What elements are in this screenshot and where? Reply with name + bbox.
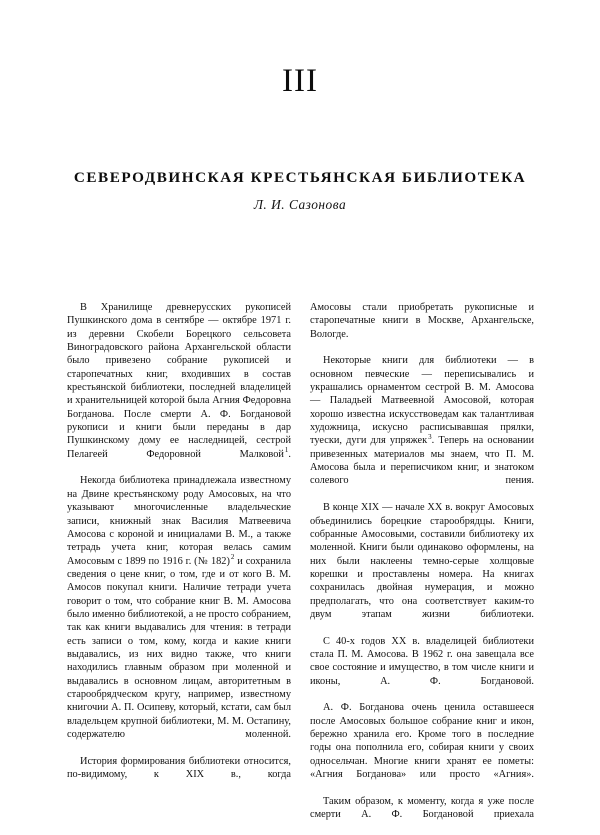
page-title: СЕВЕРОДВИНСКАЯ КРЕСТЬЯНСКАЯ БИБЛИОТЕКА [73,169,527,187]
paragraph-text: С 40-х годов XX в. владелицей библиотеки стала П. М. Амосова. В 1962 г. она завещала все свое состояние и имущество, в том числе книги и иконы, А. Ф. Богдановой. [310,635,534,687]
paragraph-text-tail: и сохранила сведения о цене книг, о том, где и от кого В. М. Амосов покупал книги. Наличие тетради учета говорит о том, что собрание книг В. М. Амосова было именно библиотекой, а не просто собранием, так как книги выдавались для чтения: в тетради есть записи о том, кому, когда и какие книги выдавались, из них видно также, что книги находились главным образом при моленной и выдавались в основном лицам, авторитетным в старообрядческом кругу, например, известному книгочии А. П. Осипеву, который, кстати, сам был владельцем крупной библиотеки, М. М. Остапину, содержателю моленной. [67,555,292,740]
footnote-marker[interactable]: 2 [230,553,235,562]
body-columns [67,301,534,821]
paragraph-text: История формирования библиотеки относится, по-видимому, к XIX в., когда [67,755,291,781]
footnote-marker[interactable]: 3 [428,433,432,441]
paragraph-text: В Хранилище древнерусских рукописей Пушкинского дома в сентябре — октябре 1971 г. из деревни Скобели Борецкого сельсовета Виноградовского района Архангельской области было привезено собрание рукописей и старопечатных книг, входивших в состав крестьянской библиотеки, последней владелицей и хранительницей которой была Агния Федоровна Богданова. После смерти А. Ф. Богдановой рукописи и книги были переданы в дар Пушкинскому дому ее наследницей, сестрой Пелагеей Федоровной Малковой [67,302,291,460]
paragraph [310,501,534,634]
paragraph-text-tail: . Теперь на основании привезенных материалов мы знаем, что П. М. Амосова была и переписчиком книг, и знатоком солевого пения. [310,435,534,487]
paragraph [67,755,291,795]
paragraph-text: Таким образом, к моменту, когда я уже после смерти А. Ф. Богдановой приехала [310,795,534,821]
paragraph [310,635,534,702]
paragraph [310,701,534,794]
footnote-marker[interactable]: 1 [284,446,289,455]
paragraph [310,795,534,835]
paragraph-text: Некогда библиотека принадлежала известному на Двине крестьянскому роду Амосовых, на что указывают многочисленные владельческие записи, книжный знак Василия Матвеевича Амосова с короной и инициалами В. М., а также тетрадь учета книг, которая велась самим Амосовым с 1899 по 1916 г. (№ 182) [67,475,291,567]
paragraph-text-tail: . [288,448,291,460]
paragraph [310,301,534,354]
paragraph [67,301,291,474]
paragraph [67,474,291,754]
paragraph-text: Амосовы стали приобретать рукописные и старопечатные книги в Москве, Архангельске, Вологде. [310,302,534,340]
column-left [67,301,291,795]
paragraph-text: А. Ф. Богданова очень ценила оставшееся после Амосовых большое собрание книг и икон, бережно хранила его. Кроме того в последние годы она пополнила его, собирая книги у своих односельчан. Многие книги хранят ее пометы: «Агния Богданова» или просто «Агния». [310,702,534,781]
paragraph [310,354,534,501]
column-right [310,301,534,835]
paragraph-text: Некоторые книги для библиотеки — в основном певческие — переписывались и украшались орнаментом сестрой В. М. Амосова — Паладьей Матвеевной Амосовой, которая хорошо известна искусствоведам как талантливая художница, искусно расписывавшая прялки, туески, дуги для упряжек [310,355,534,447]
chapter-number: III [282,63,318,99]
paragraph-text: В конце XIX — начале XX в. вокруг Амосовых объединились борецкие старообрядцы. Книги, собранные Амосовыми, составили библиотеку их моленной. Книги были одинаково оформлены, на них были наклеены темно-серые холщовые корешки и проставлены номера. На книгах сохранилась двойная нумерация, и можно предполагать, что она соответствует каким-то двум этапам жизни библиотеки. [310,502,534,620]
article-author: Л. И. Сазонова [253,197,347,212]
